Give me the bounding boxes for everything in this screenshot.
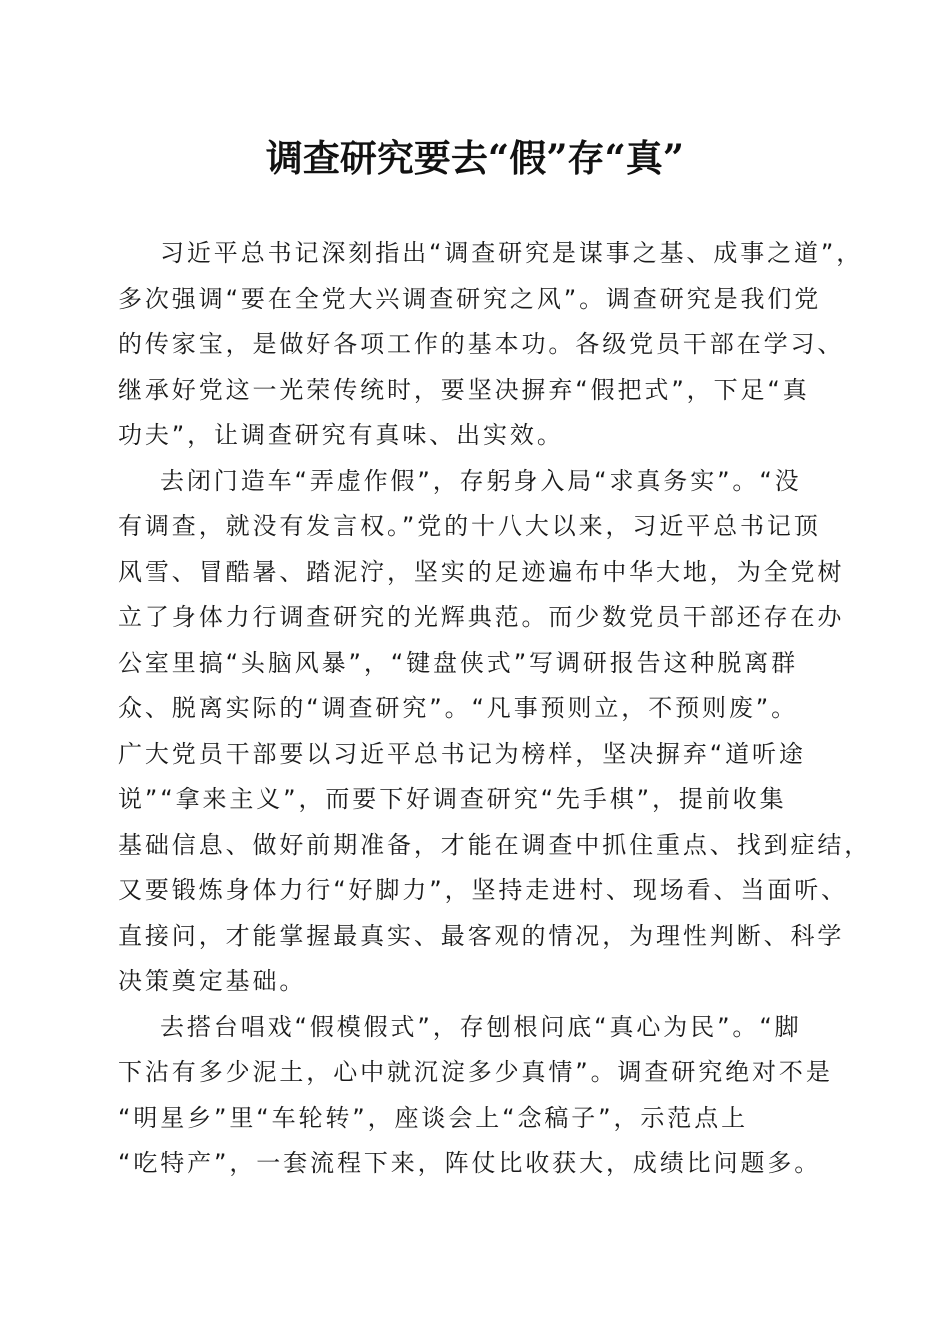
paragraph-1 [118, 231, 864, 459]
text-line: 众、脱离实际的“调查研究”。“凡事预则立，不预则废”。 [118, 694, 799, 722]
text-line: 去闭门造车“弄虚作假”，存躬身入局“求真务实”。“没 [160, 466, 802, 495]
text-line: “吃特产”，一套流程下来，阵仗比收获大，成绩比问题多。 [118, 1149, 822, 1177]
text-line: 基础信息、做好前期准备，才能在调查中抓住重点、找到症结， [118, 830, 872, 859]
text-line: 风雪、冒酷暑、踏泥泞，坚实的足迹遍布中华大地，为全党树 [118, 557, 845, 586]
paragraph-2 [118, 459, 872, 1005]
text-line: 继承好党这一光荣传统时，要坚决摒弃“假把式”，下足“真 [118, 375, 810, 404]
text-line: 多次强调“要在全党大兴调查研究之风”。调查研究是我们党 [118, 284, 822, 313]
text-line: 立了身体力行调查研究的光辉典范。而少数党员干部还存在办 [118, 603, 845, 631]
text-line: 下沾有多少泥土，心中就沉淀多少真情”。调查研究绝对不是 [118, 1058, 833, 1086]
text-line: 有调查，就没有发言权。”党的十八大以来，习近平总书记顶 [118, 512, 821, 540]
text-line: 又要锻炼身体力行“好脚力”，坚持走进村、现场看、当面听、 [118, 876, 849, 904]
text-line: 习近平总书记深刻指出“调查研究是谋事之基、成事之道”， [160, 239, 864, 267]
text-line: 公室里搞“头脑风暴”，“键盘侠式”写调研报告这种脱离群 [118, 648, 799, 677]
document-title: 调查研究要去“假”存“真” [265, 136, 685, 180]
text-line: 功夫”，让调查研究有真味、出实效。 [118, 421, 564, 449]
text-line: 决策奠定基础。 [118, 967, 307, 995]
text-line: 去搭台唱戏“假模假式”，存刨根问底“真心为民”。“脚 [160, 1012, 802, 1041]
text-line: 说”“拿来主义”，而要下好调查研究“先手棋”，提前收集 [118, 785, 787, 813]
text-line: “明星乡”里“车轮转”，座谈会上“念稿子”，示范点上 [118, 1103, 748, 1132]
paragraph-3 [118, 1005, 838, 1187]
text-line: 的传家宝，是做好各项工作的基本功。各级党员干部在学习、 [118, 330, 845, 358]
text-line: 直接问，才能掌握最真实、最客观的情况，为理性判断、科学 [118, 921, 845, 950]
text-line: 广大党员干部要以习近平总书记为榜样，坚决摒弃“道听途 [118, 739, 806, 768]
document-body [118, 231, 872, 1187]
